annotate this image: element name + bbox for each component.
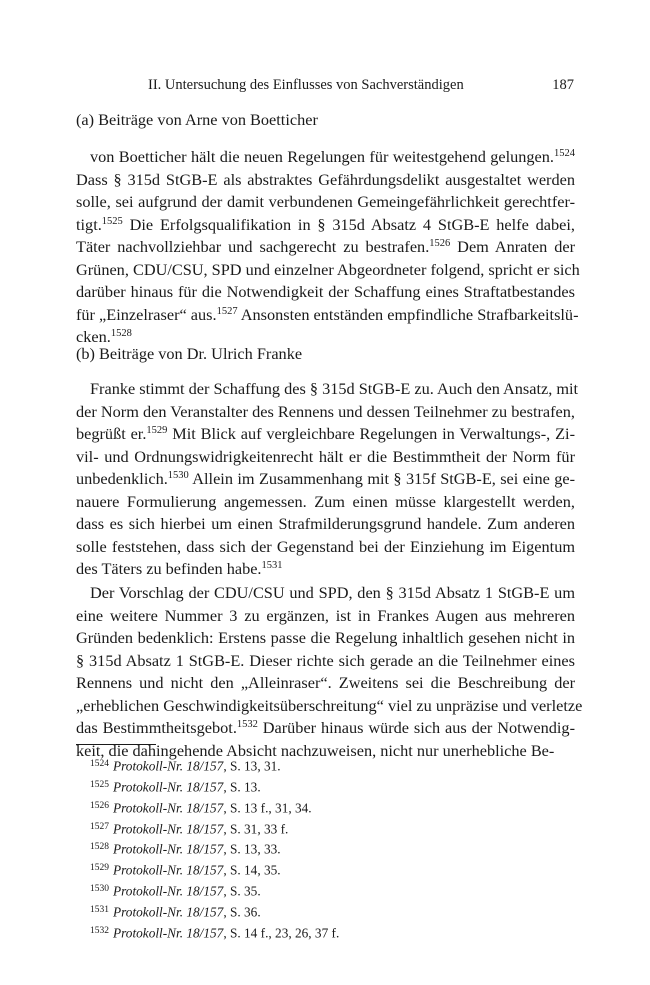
text-line <box>76 236 575 259</box>
footnote-ref: 1528 <box>110 328 132 340</box>
footnote <box>90 797 510 818</box>
footnote-ref: 1526 <box>429 238 451 250</box>
footnote-number: 1528 <box>90 842 109 853</box>
line-text: Die Erfolgsqualifikation in § 315d Absatz 4 StGB-E helfe dabei, <box>122 214 575 234</box>
line-text: dass es sich hierbei um einen Strafmilderungsgrund handele. Zum anderen <box>76 514 575 533</box>
footnote-number: 1527 <box>90 821 109 832</box>
footnote-pages: , S. 13, 33. <box>223 841 281 857</box>
text-line <box>76 281 575 304</box>
footnote-source: Protokoll-Nr. 18/157 <box>113 841 224 857</box>
paragraph-franke-1 <box>76 378 579 581</box>
line-text: Mit Blick auf vergleichbare Regelungen in Verwaltungs-, Zi- <box>167 424 575 443</box>
footnote <box>90 922 510 943</box>
line-text: darüber hinaus für die Notwendigkeit der Schaffung eines Straftatbestandes <box>76 282 575 301</box>
footnote-pages: , S. 31, 33 f. <box>223 820 289 836</box>
line-text: eine weitere Nummer 3 zu ergänzen, ist in Frankes Augen aus mehreren <box>76 605 575 625</box>
line-text: begrüßt er. <box>76 424 147 443</box>
footnote-ref: 1524 <box>554 148 575 160</box>
text-line <box>76 627 575 650</box>
footnote-source: Protokoll-Nr. 18/157 <box>113 820 224 836</box>
footnote-pages: , S. 36. <box>223 904 261 920</box>
text-line <box>76 672 575 695</box>
footnote-number: 1529 <box>90 863 109 874</box>
text-line <box>76 401 575 424</box>
line-text: Täter nachvollziehbar und sachgerecht zu bestrafen. <box>76 237 430 256</box>
footnote-ref: 1532 <box>236 719 258 731</box>
footnote-ref: 1529 <box>146 425 168 437</box>
line-text: solle, sei aufgrund der damit verbundenen Gemeingefährlichkeit gerechtfer- <box>76 192 575 211</box>
text-line <box>76 605 575 628</box>
line-text: „erheblichen Geschwindigkeitsüberschreitung“ viel zu unpräzise und verletze <box>76 695 583 715</box>
text-line <box>76 695 583 718</box>
footnote <box>90 776 510 797</box>
text-line <box>76 423 575 446</box>
footnote-source: Protokoll-Nr. 18/157 <box>113 925 224 941</box>
footnote-ref: 1527 <box>216 305 238 317</box>
footnote-ref: 1530 <box>167 470 189 482</box>
line-text: des Täters zu befinden habe. <box>76 559 262 578</box>
line-text: keit, die dahingehende Absicht nachzuweisen, nicht nur unerhebliche Be- <box>76 740 555 760</box>
text-line <box>76 717 575 740</box>
line-text: das Bestimmtheitsgebot. <box>76 718 237 737</box>
line-text: Der Vorschlag der CDU/CSU und SPD, den § 315d Absatz 1 StGB-E um <box>90 583 575 602</box>
line-text: der Norm den Veranstalter des Rennens und dessen Teilnehmer zu bestrafen, <box>76 401 575 421</box>
text-line <box>76 582 575 605</box>
footnote-number: 1532 <box>90 925 109 936</box>
footnote <box>90 880 510 901</box>
text-line <box>76 304 579 327</box>
text-line <box>76 259 580 282</box>
footnotes <box>90 755 510 943</box>
footnote-number: 1530 <box>90 884 109 895</box>
footnote <box>90 859 510 880</box>
line-text: Dem Anraten der <box>450 237 575 256</box>
text-line <box>76 446 575 469</box>
line-text: cken. <box>76 327 111 346</box>
line-text: vil- und Ordnungswidrigkeitenrecht hält er die Bestimmtheit der Norm für <box>76 446 575 466</box>
paragraph-franke-2 <box>76 582 583 762</box>
line-text: Rennens und nicht den „Alleinraser“. Zweitens sei die Beschreibung der <box>76 673 575 692</box>
footnote-pages: , S. 14, 35. <box>223 862 281 878</box>
section-heading-a: (a) Beiträge von Arne von Boetticher <box>76 110 318 129</box>
footnote-source: Protokoll-Nr. 18/157 <box>113 758 224 774</box>
footnote-number: 1525 <box>90 779 109 790</box>
text-line <box>76 378 579 401</box>
text-line <box>76 650 575 673</box>
line-text: von Boetticher hält die neuen Regelungen für weitestgehend gelungen. <box>90 147 554 166</box>
footnote-source: Protokoll-Nr. 18/157 <box>113 904 224 920</box>
footnote-source: Protokoll-Nr. 18/157 <box>113 862 224 878</box>
text-line <box>76 146 575 169</box>
text-line <box>76 214 575 237</box>
footnote-number: 1531 <box>90 905 109 916</box>
footnote-source: Protokoll-Nr. 18/157 <box>113 779 224 795</box>
text-line <box>76 536 575 559</box>
line-text: Franke stimmt der Schaffung des § 315d StGB-E zu. Auch den Ansatz, mit <box>90 379 579 398</box>
footnote <box>90 901 510 922</box>
footnote-source: Protokoll-Nr. 18/157 <box>113 799 224 815</box>
page-number: 187 <box>552 77 574 93</box>
footnote-ref: 1525 <box>101 215 123 227</box>
paragraph-boetticher <box>76 146 580 349</box>
line-text: Grünen, CDU/CSU, SPD und einzelner Abgeordneter folgend, spricht er sich <box>76 259 580 279</box>
line-text: Ansonsten entständen empfindliche Strafbarkeitslü- <box>237 304 579 324</box>
footnote-pages: , S. 35. <box>223 883 261 899</box>
footnote <box>90 818 510 839</box>
text-line <box>76 169 575 192</box>
line-text: tigt. <box>76 214 102 234</box>
line-text: solle feststehen, dass sich der Gegenstand bei der Einziehung im Eigentum <box>76 536 575 556</box>
line-text: Allein im Zusammenhang mit § 315f StGB-E, sei eine ge- <box>188 469 575 488</box>
footnote-pages: , S. 13 f., 31, 34. <box>223 799 312 815</box>
line-text: für „Einzelraser“ aus. <box>76 304 217 324</box>
footnote-pages: , S. 13. <box>223 779 261 795</box>
text-line <box>76 513 575 536</box>
footnote-source: Protokoll-Nr. 18/157 <box>113 883 224 899</box>
text-line <box>76 191 575 214</box>
line-text: Gründen bedenklich: Erstens passe die Regelung inhaltlich gesehen nicht in <box>76 628 575 647</box>
line-text: nauere Formulierung angemessen. Zum einen müsse klargestellt werden, <box>76 491 575 511</box>
footnote-separator <box>76 744 156 745</box>
section-heading-b: (b) Beiträge von Dr. Ulrich Franke <box>76 344 303 363</box>
footnote-number: 1524 <box>90 759 109 769</box>
line-text: Darüber hinaus würde sich aus der Notwendig- <box>257 718 575 737</box>
running-title: II. Untersuchung des Einflusses von Sachverständigen <box>148 77 464 93</box>
footnote-pages: , S. 14 f., 23, 26, 37 f. <box>223 925 340 941</box>
text-line <box>76 558 575 581</box>
line-text: Dass § 315d StGB-E als abstraktes Gefährdungsdelikt ausgestaltet werden <box>76 169 575 189</box>
line-text: § 315d Absatz 1 StGB-E. Dieser richte sich gerade an die Teilnehmer eines <box>76 650 575 670</box>
footnote <box>90 755 510 776</box>
footnote-ref: 1531 <box>261 560 283 572</box>
footnote-number: 1526 <box>90 800 109 811</box>
footnote-pages: , S. 13, 31. <box>223 758 281 774</box>
line-text: unbedenklich. <box>76 469 168 488</box>
footnote <box>90 838 510 859</box>
text-line <box>76 491 575 514</box>
text-line <box>76 468 575 491</box>
